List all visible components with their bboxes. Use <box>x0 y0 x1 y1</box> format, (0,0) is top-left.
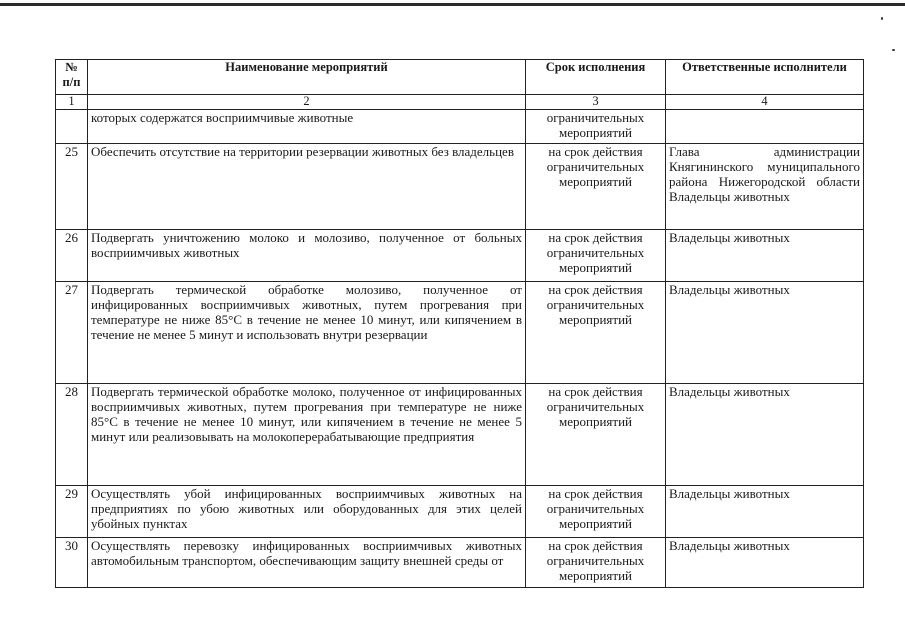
header-number: № п/п <box>56 60 88 95</box>
row-deadline: на срок действия ограничительных мероприятий <box>526 230 666 282</box>
scan-top-edge <box>0 3 905 6</box>
header-responsible: Ответственные исполнители <box>666 60 864 95</box>
row-deadline: ограничительных мероприятий <box>526 110 666 144</box>
row-deadline: на срок действия ограничительных мероприятий <box>526 486 666 538</box>
row-number: 25 <box>56 144 88 230</box>
table-header-row <box>56 60 864 95</box>
row-deadline: на срок действия ограничительных мероприятий <box>526 144 666 230</box>
table-row <box>56 486 864 538</box>
row-deadline: на срок действия ограничительных мероприятий <box>526 538 666 588</box>
row-deadline: на срок действия ограничительных мероприятий <box>526 282 666 384</box>
table-row <box>56 538 864 588</box>
row-responsible <box>666 110 864 144</box>
row-responsible: Глава администрации Княгининского муниципального района Нижегородской области Владельцы животных <box>666 144 864 230</box>
row-responsible: Владельцы животных <box>666 538 864 588</box>
row-measure: Осуществлять перевозку инфицированных восприимчивых животных автомобильным транспортом, обеспечивающим защиту внешней среды от <box>88 538 526 588</box>
header-deadline: Срок исполнения <box>526 60 666 95</box>
column-number: 3 <box>526 95 666 110</box>
row-number: 30 <box>56 538 88 588</box>
row-measure: Обеспечить отсутствие на территории резервации животных без владельцев <box>88 144 526 230</box>
row-number: 27 <box>56 282 88 384</box>
row-responsible: Владельцы животных <box>666 230 864 282</box>
row-measure: Подвергать термической обработке молоко, полученное от инфицированных восприимчивых животных, путем прогревания при температуре не ниже 85°С в течение не менее 10 минут, или кипячением в течение не менее 5 минут или реализовывать на молокоперерабатывающие предприятия <box>88 384 526 486</box>
row-number: 26 <box>56 230 88 282</box>
header-measure-name: Наименование мероприятий <box>88 60 526 95</box>
row-responsible: Владельцы животных <box>666 384 864 486</box>
column-number: 1 <box>56 95 88 110</box>
measures-table <box>55 59 864 588</box>
row-responsible: Владельцы животных <box>666 282 864 384</box>
scan-speck <box>892 49 895 51</box>
table-row <box>56 282 864 384</box>
row-measure: Подвергать уничтожению молоко и молозиво, полученное от больных восприимчивых животных <box>88 230 526 282</box>
table-row <box>56 144 864 230</box>
row-number: 28 <box>56 384 88 486</box>
row-deadline: на срок действия ограничительных мероприятий <box>526 384 666 486</box>
row-responsible: Владельцы животных <box>666 486 864 538</box>
table-row <box>56 230 864 282</box>
row-measure: Осуществлять убой инфицированных восприимчивых животных на предприятиях по убою животных или оборудованных для этих целей убойных пунктах <box>88 486 526 538</box>
scan-speck <box>881 17 883 20</box>
row-number: 29 <box>56 486 88 538</box>
column-number: 2 <box>88 95 526 110</box>
row-measure: которых содержатся восприимчивые животные <box>88 110 526 144</box>
table-row <box>56 384 864 486</box>
row-number <box>56 110 88 144</box>
column-number-row <box>56 95 864 110</box>
column-number: 4 <box>666 95 864 110</box>
row-measure: Подвергать термической обработке молозиво, полученное от инфицированных восприимчивых животных, путем прогревания при температуре не ниже 85°С в течение не менее 10 минут, или кипячением в течение не менее 5 минут и использовать внутри резервации <box>88 282 526 384</box>
table-row <box>56 110 864 144</box>
